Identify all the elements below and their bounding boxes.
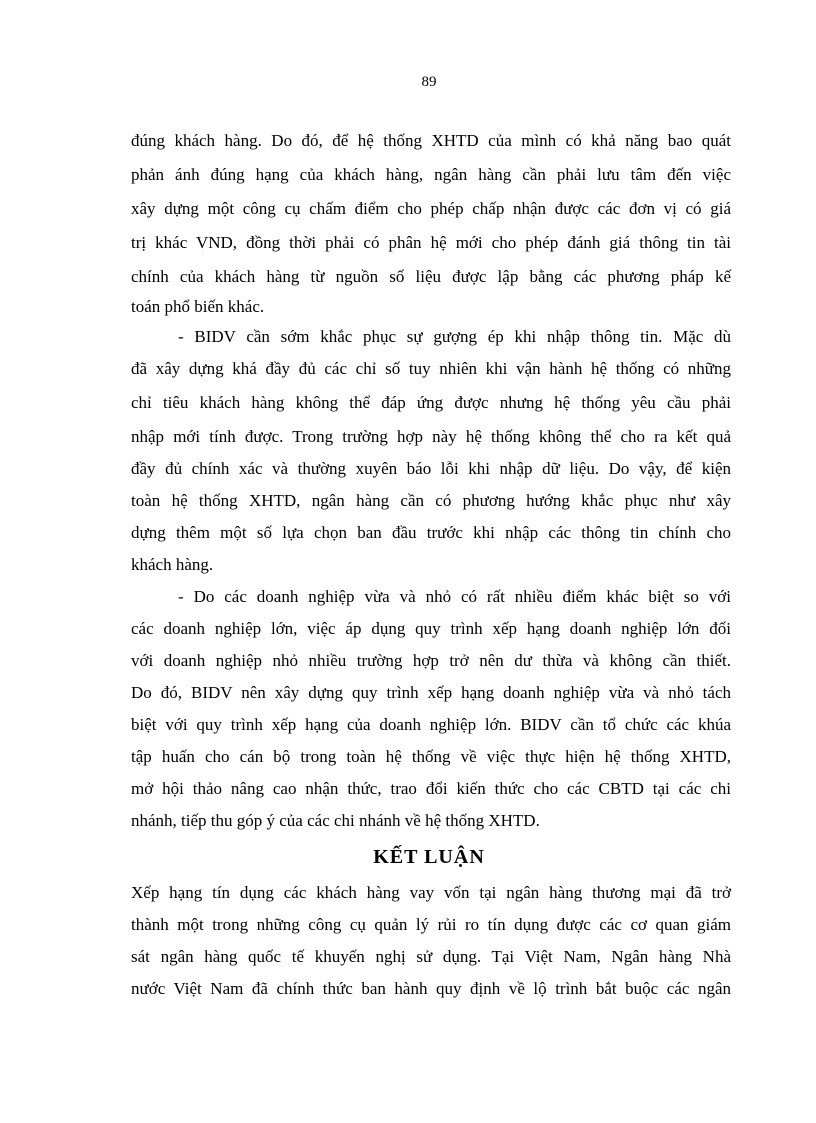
text-line: biệt với quy trình xếp hạng của doanh nghiệp lớn. BIDV cần tổ chức các khúa [131, 715, 731, 734]
text-line: đúng khách hàng. Do đó, để hệ thống XHTD của mình có khả năng bao quát [131, 131, 731, 150]
bullet-item-first-line: - Do các doanh nghiệp vừa và nhỏ có rất nhiều điểm khác biệt so với [178, 587, 731, 606]
text-line: mở hội thảo nâng cao nhận thức, trao đổi kiến thức cho các CBTD tại các chi [131, 779, 731, 798]
text-line: toàn hệ thống XHTD, ngân hàng cần có phương hướng khắc phục như xây [131, 491, 731, 510]
text-line: chỉ tiêu khách hàng không thể đáp ứng được nhưng hệ thống yêu cầu phải [131, 393, 731, 412]
text-line: Xếp hạng tín dụng các khách hàng vay vốn tại ngân hàng thương mại đã trở [131, 883, 731, 902]
section-heading: KẾT LUẬN [373, 846, 485, 868]
text-line: Do đó, BIDV nên xây dựng quy trình xếp hạng doanh nghiệp vừa và nhỏ tách [131, 683, 731, 702]
text-line: với doanh nghiệp nhỏ nhiều trường hợp trở nên dư thừa và không cần thiết. [131, 651, 731, 670]
text-line: nước Việt Nam đã chính thức ban hành quy định về lộ trình bắt buộc các ngân [131, 979, 731, 998]
text-line: nhánh, tiếp thu góp ý của các chi nhánh về hệ thống XHTD. [131, 811, 540, 830]
text-line: thành một trong những công cụ quản lý rủi ro tín dụng được các cơ quan giám [131, 915, 731, 934]
text-line: toán phổ biến khác. [131, 297, 265, 316]
text-line: đầy đủ chính xác và thường xuyên báo lỗi khi nhập dữ liệu. Do vậy, để kiện [131, 459, 731, 478]
page-number: 89 [421, 74, 437, 90]
text-line: nhập mới tính được. Trong trường hợp này hệ thống không thể cho ra kết quả [131, 427, 731, 446]
text-line: tập huấn cho cán bộ trong toàn hệ thống về việc thực hiện hệ thống XHTD, [131, 747, 731, 766]
text-line: khách hàng. [131, 555, 214, 574]
text-line: phản ánh đúng hạng của khách hàng, ngân hàng cần phải lưu tâm đến việc [131, 165, 731, 184]
text-line: chính của khách hàng từ nguồn số liệu được lập bằng các phương pháp kế [131, 267, 731, 286]
text-line: dựng thêm một số lựa chọn ban đầu trước khi nhập các thông tin chính cho [131, 523, 731, 542]
bullet-item-first-line: - BIDV cần sớm khắc phục sự gượng ép khi nhập thông tin. Mặc dù [178, 327, 731, 346]
text-line: trị khác VND, đồng thời phải có phân hệ mới cho phép đánh giá thông tin tài [131, 233, 731, 252]
text-line: đã xây dựng khá đầy đủ các chỉ số tuy nhiên khi vận hành hệ thống có những [131, 359, 731, 378]
text-line: sát ngân hàng quốc tế khuyến nghị sử dụng. Tại Việt Nam, Ngân hàng Nhà [131, 947, 731, 966]
text-line: các doanh nghiệp lớn, việc áp dụng quy trình xếp hạng doanh nghiệp lớn đối [131, 619, 731, 638]
text-line: xây dựng một công cụ chấm điểm cho phép chấp nhận được các đơn vị có giá [131, 199, 731, 218]
